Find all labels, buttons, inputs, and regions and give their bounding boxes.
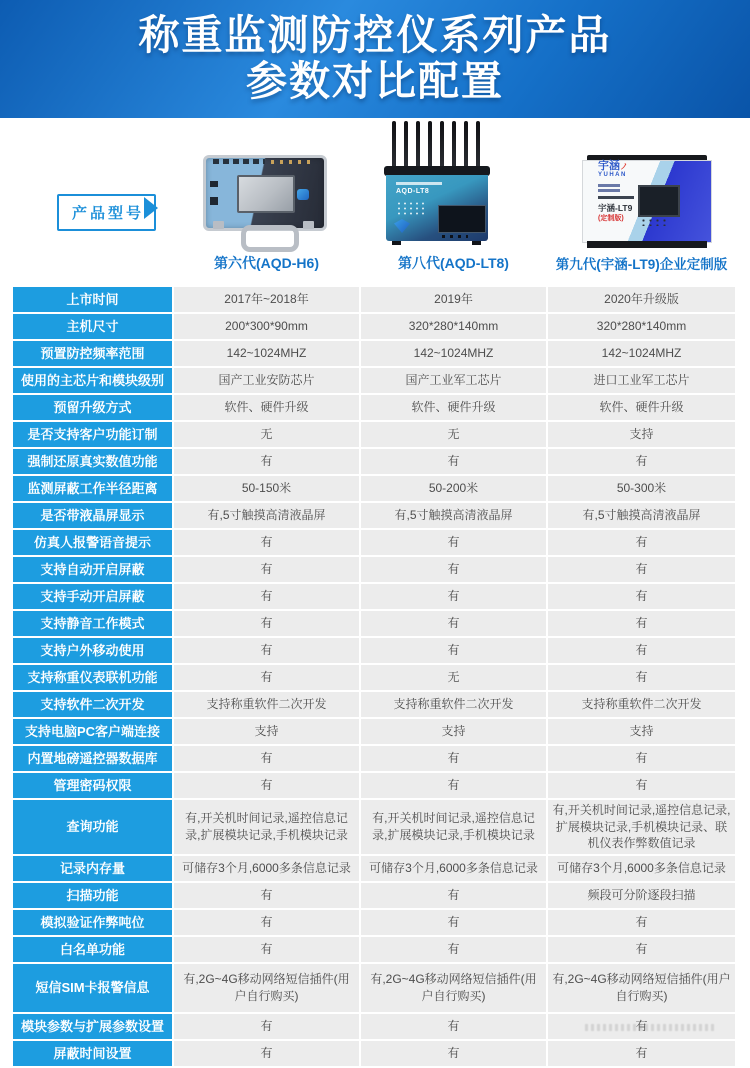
row-value-gen8: 有 (361, 910, 546, 935)
row-value-gen6: 有 (174, 557, 359, 582)
row-value-gen9: 可储存3个月,6000多条信息记录 (548, 856, 735, 881)
table-row (13, 287, 735, 312)
table-row (13, 937, 735, 962)
device-sub-label: (定制版) (598, 215, 624, 222)
row-value-gen8: 2019年 (361, 287, 546, 312)
speaker-grid-icon (396, 201, 424, 216)
row-value-gen9: 50-300米 (548, 476, 735, 501)
row-value-gen8: 有 (361, 1041, 546, 1066)
table-row (13, 964, 735, 1012)
row-label: 白名单功能 (13, 937, 172, 962)
row-value-gen9: 有,2G~4G移动网络短信插件(用户自行购买) (548, 964, 735, 1012)
row-value-gen6: 有 (174, 611, 359, 636)
brand-logo-icon (394, 219, 410, 233)
row-value-gen9: 软件、硬件升级 (548, 395, 735, 420)
row-value-gen9: 有 (548, 611, 735, 636)
brand-logo-icon (297, 189, 309, 200)
row-value-gen6: 软件、硬件升级 (174, 395, 359, 420)
row-value-gen6: 有 (174, 883, 359, 908)
row-value-gen6: 有,开关机时间记录,遥控信息记录,扩展模块记录,手机模块记录 (174, 800, 359, 854)
row-label: 预置防控频率范围 (13, 341, 172, 366)
product-name-gen8: 第八代(AQD-LT8) (398, 255, 509, 271)
row-value-gen6: 有,2G~4G移动网络短信插件(用户自行购买) (174, 964, 359, 1012)
row-value-gen9: 有 (548, 584, 735, 609)
table-row (13, 449, 735, 474)
table-row (13, 341, 735, 366)
arrow-right-icon (144, 197, 158, 219)
device-foot (472, 241, 481, 245)
brand-accent-icon: ノ (620, 162, 628, 171)
row-value-gen6: 有 (174, 584, 359, 609)
device-body (386, 175, 488, 241)
device-foot (392, 241, 401, 245)
row-value-gen8: 有 (361, 746, 546, 771)
row-label: 查询功能 (13, 800, 172, 854)
page-title-line2: 参数对比配置 (246, 58, 504, 104)
row-label: 主机尺寸 (13, 314, 172, 339)
header-banner (0, 0, 750, 118)
table-row (13, 746, 735, 771)
device-screen (237, 175, 295, 213)
row-value-gen6: 有 (174, 937, 359, 962)
row-value-gen9: 有 (548, 773, 735, 798)
antenna-icon (428, 121, 432, 168)
row-value-gen9: 频段可分阶逐段扫描 (548, 883, 735, 908)
row-value-gen6: 有 (174, 638, 359, 663)
row-value-gen8: 有 (361, 883, 546, 908)
table-row (13, 476, 735, 501)
row-value-gen9: 进口工业军工芯片 (548, 368, 735, 393)
row-label: 短信SIM卡报警信息 (13, 964, 172, 1012)
row-value-gen9: 支持称重软件二次开发 (548, 692, 735, 717)
row-label: 监测屏蔽工作半径距离 (13, 476, 172, 501)
antenna-icon (404, 121, 408, 168)
row-value-gen6: 50-150米 (174, 476, 359, 501)
row-label: 强制还原真实数值功能 (13, 449, 172, 474)
row-label: 扫描功能 (13, 883, 172, 908)
row-value-gen8: 有,5寸触摸高清液晶屏 (361, 503, 546, 528)
row-label: 内置地磅遥控器数据库 (13, 746, 172, 771)
row-value-gen6: 支持 (174, 719, 359, 744)
row-label: 是否支持客户功能订制 (13, 422, 172, 447)
side-port-icon (210, 197, 218, 205)
table-row (13, 314, 735, 339)
row-value-gen9: 有 (548, 937, 735, 962)
product-name-gen6: 第六代(AQD-H6) (214, 255, 319, 271)
row-value-gen8: 有 (361, 584, 546, 609)
table-row (13, 773, 735, 798)
table-row (13, 719, 735, 744)
row-value-gen6: 有 (174, 449, 359, 474)
row-value-gen9: 142~1024MHZ (548, 341, 735, 366)
antenna-icon (452, 121, 456, 168)
device-text-line (598, 189, 620, 192)
row-value-gen8: 有,2G~4G移动网络短信插件(用户自行购买) (361, 964, 546, 1012)
table-row (13, 368, 735, 393)
table-row (13, 638, 735, 663)
row-label: 支持软件二次开发 (13, 692, 172, 717)
row-value-gen9: 有 (548, 530, 735, 555)
product-model-label: 产品型号 (57, 194, 156, 231)
button-row-icon (640, 218, 670, 226)
table-row (13, 800, 735, 854)
row-value-gen6: 有 (174, 773, 359, 798)
row-label: 模拟验证作弊吨位 (13, 910, 172, 935)
device-text-line (598, 184, 620, 187)
row-value-gen8: 无 (361, 422, 546, 447)
row-value-gen8: 有 (361, 773, 546, 798)
product-image-gen9 (582, 155, 712, 250)
row-label: 使用的主芯片和模块级别 (13, 368, 172, 393)
case-latch-icon (303, 221, 314, 229)
row-value-gen6: 有 (174, 530, 359, 555)
row-value-gen6: 有 (174, 910, 359, 935)
row-label: 预留升级方式 (13, 395, 172, 420)
row-label: 是否带液晶屏显示 (13, 503, 172, 528)
row-value-gen8: 支持 (361, 719, 546, 744)
row-value-gen8: 142~1024MHZ (361, 341, 546, 366)
row-label: 仿真人报警语音提示 (13, 530, 172, 555)
table-row (13, 584, 735, 609)
device-bottom-cap (587, 241, 707, 248)
row-value-gen8: 无 (361, 665, 546, 690)
row-label: 支持手动开启屏蔽 (13, 584, 172, 609)
row-value-gen9: 有 (548, 910, 735, 935)
product-image-gen8 (384, 121, 490, 246)
row-value-gen6: 国产工业安防芯片 (174, 368, 359, 393)
products-section (0, 118, 750, 287)
watermark (585, 1024, 715, 1031)
row-value-gen9: 有 (548, 746, 735, 771)
row-value-gen9: 支持 (548, 719, 735, 744)
table-row (13, 665, 735, 690)
row-value-gen9: 320*280*140mm (548, 314, 735, 339)
row-label: 支持称重仪表联机功能 (13, 665, 172, 690)
row-value-gen8: 320*280*140mm (361, 314, 546, 339)
row-value-gen8: 有 (361, 530, 546, 555)
case-latch-icon (213, 221, 224, 229)
button-row-icon (442, 235, 468, 238)
row-value-gen8: 支持称重软件二次开发 (361, 692, 546, 717)
row-value-gen6: 无 (174, 422, 359, 447)
device-screen (638, 185, 680, 217)
brand-logo-text: 宇涵ノ (598, 160, 628, 172)
table-row (13, 883, 735, 908)
product-image-gen6 (203, 153, 329, 245)
row-label: 上市时间 (13, 287, 172, 312)
row-label: 屏蔽时间设置 (13, 1041, 172, 1066)
row-value-gen6: 可储存3个月,6000多条信息记录 (174, 856, 359, 881)
device-model-label: 宇涵-LT9 (598, 203, 633, 213)
table-row (13, 910, 735, 935)
row-value-gen8: 有 (361, 638, 546, 663)
product-name-gen9: 第九代(宇涵-LT9)企业定制版 (555, 257, 728, 272)
row-value-gen9: 有 (548, 1014, 735, 1039)
row-value-gen8: 50-200米 (361, 476, 546, 501)
row-value-gen8: 有 (361, 449, 546, 474)
table-row (13, 1041, 735, 1066)
row-value-gen6: 有 (174, 1014, 359, 1039)
antenna-icon (464, 121, 468, 168)
row-value-gen8: 可储存3个月,6000多条信息记录 (361, 856, 546, 881)
table-row (13, 611, 735, 636)
row-value-gen8: 有 (361, 611, 546, 636)
table-row (13, 422, 735, 447)
row-label: 支持自动开启屏蔽 (13, 557, 172, 582)
row-value-gen9: 有,开关机时间记录,遥控信息记录,扩展模块记录,手机模块记录、联机仪表作弊数值记录 (548, 800, 735, 854)
row-value-gen9: 有 (548, 1041, 735, 1066)
row-value-gen6: 200*300*90mm (174, 314, 359, 339)
led-row-icon (271, 160, 313, 164)
table-row (13, 557, 735, 582)
table-row (13, 692, 735, 717)
row-value-gen9: 有 (548, 557, 735, 582)
device-screen (438, 205, 486, 233)
row-label: 支持电脑PC客户端连接 (13, 719, 172, 744)
side-port-icon (210, 181, 218, 187)
row-value-gen9: 有 (548, 638, 735, 663)
antenna-icon (416, 121, 420, 168)
comparison-table (13, 287, 735, 1068)
row-value-gen8: 软件、硬件升级 (361, 395, 546, 420)
row-label: 支持静音工作模式 (13, 611, 172, 636)
page-title-line1: 称重监测防控仪系列产品 (138, 12, 612, 59)
row-value-gen9: 有 (548, 665, 735, 690)
row-value-gen6: 有 (174, 665, 359, 690)
row-value-gen9: 有,5寸触摸高清液晶屏 (548, 503, 735, 528)
row-label: 记录内存量 (13, 856, 172, 881)
table-row (13, 395, 735, 420)
row-value-gen8: 国产工业军工芯片 (361, 368, 546, 393)
row-label: 支持户外移动使用 (13, 638, 172, 663)
row-value-gen6: 有 (174, 746, 359, 771)
port-row-icon (213, 159, 265, 164)
table-row (13, 530, 735, 555)
row-value-gen6: 142~1024MHZ (174, 341, 359, 366)
antenna-icon (392, 121, 396, 168)
row-value-gen8: 有 (361, 557, 546, 582)
table-row (13, 503, 735, 528)
row-value-gen8: 有,开关机时间记录,遥控信息记录,扩展模块记录,手机模块记录 (361, 800, 546, 854)
antenna-icon (440, 121, 444, 168)
antenna-icon (476, 121, 480, 168)
row-value-gen8: 有 (361, 1014, 546, 1039)
device-text-line (598, 196, 634, 199)
brand-logo-text-en: YUHAN (598, 172, 627, 178)
row-value-gen6: 有 (174, 1041, 359, 1066)
row-label: 管理密码权限 (13, 773, 172, 798)
row-value-gen6: 有,5寸触摸高清液晶屏 (174, 503, 359, 528)
row-value-gen9: 支持 (548, 422, 735, 447)
row-value-gen6: 支持称重软件二次开发 (174, 692, 359, 717)
row-value-gen9: 2020年升级版 (548, 287, 735, 312)
device-text-line (396, 182, 442, 185)
row-value-gen8: 有 (361, 937, 546, 962)
case-handle (241, 225, 299, 252)
row-value-gen9: 有 (548, 449, 735, 474)
row-label: 模块参数与扩展参数设置 (13, 1014, 172, 1039)
row-value-gen6: 2017年~2018年 (174, 287, 359, 312)
device-model-label: AQD-LT8 (396, 188, 430, 195)
table-row (13, 856, 735, 881)
